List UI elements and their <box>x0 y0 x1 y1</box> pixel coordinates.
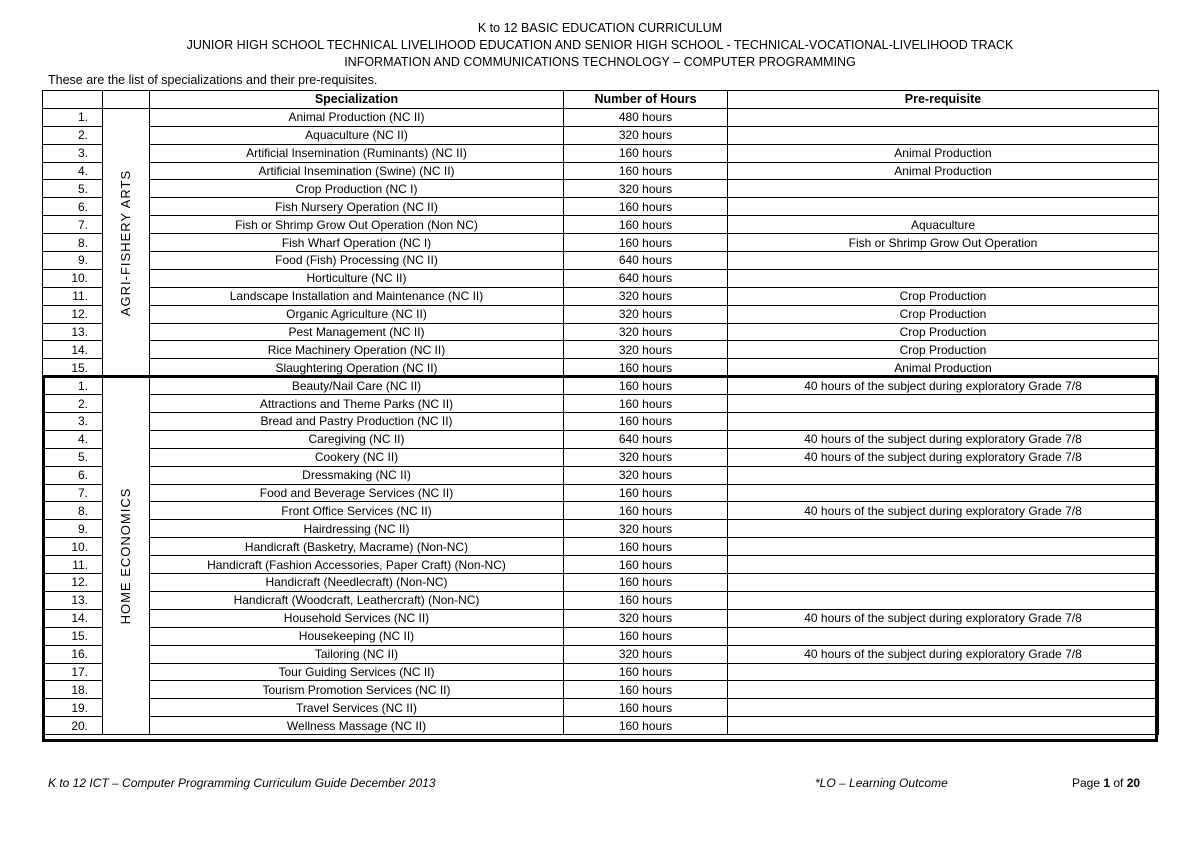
row-number: 5. <box>43 180 103 198</box>
table-row <box>43 377 1159 395</box>
prerequisite <box>728 395 1159 413</box>
specialization: Dressmaking (NC II) <box>150 466 564 484</box>
prerequisite <box>728 574 1159 592</box>
header-specialization: Specialization <box>150 91 564 109</box>
prerequisite <box>728 591 1159 609</box>
row-number: 11. <box>43 556 103 574</box>
table-row <box>43 395 1159 413</box>
table-row <box>43 287 1159 305</box>
row-number: 8. <box>43 234 103 252</box>
hours: 160 hours <box>564 699 728 717</box>
prerequisite: Animal Production <box>728 359 1159 377</box>
table-row <box>43 663 1159 681</box>
row-number: 12. <box>43 574 103 592</box>
prerequisite: Crop Production <box>728 341 1159 359</box>
specialization: Fish Nursery Operation (NC II) <box>150 198 564 216</box>
table-row <box>43 323 1159 341</box>
specialization: Food and Beverage Services (NC II) <box>150 484 564 502</box>
row-number: 4. <box>43 430 103 448</box>
specialization: Hairdressing (NC II) <box>150 520 564 538</box>
specialization: Wellness Massage (NC II) <box>150 717 564 735</box>
table-row <box>43 216 1159 234</box>
hours: 160 hours <box>564 216 728 234</box>
table-row <box>43 198 1159 216</box>
specialization: Pest Management (NC II) <box>150 323 564 341</box>
table-row <box>43 108 1159 126</box>
specialization: Caregiving (NC II) <box>150 430 564 448</box>
intro-text: These are the list of specializations and their pre-requisites. <box>48 73 378 87</box>
hours: 160 hours <box>564 627 728 645</box>
table-row <box>43 413 1159 431</box>
hours: 160 hours <box>564 556 728 574</box>
table-row <box>43 234 1159 252</box>
row-number: 13. <box>43 591 103 609</box>
row-number: 11. <box>43 287 103 305</box>
row-number: 9. <box>43 520 103 538</box>
hours: 320 hours <box>564 323 728 341</box>
group-label-cell <box>103 108 150 376</box>
row-number: 3. <box>43 144 103 162</box>
table-row <box>43 645 1159 663</box>
table-row <box>43 484 1159 502</box>
hours: 320 hours <box>564 305 728 323</box>
row-number: 15. <box>43 359 103 377</box>
prerequisite <box>728 520 1159 538</box>
hours: 320 hours <box>564 645 728 663</box>
hours: 160 hours <box>564 717 728 735</box>
table-header-row <box>43 91 1159 109</box>
specialization: Household Services (NC II) <box>150 609 564 627</box>
row-number: 17. <box>43 663 103 681</box>
prerequisite: Animal Production <box>728 144 1159 162</box>
specialization: Bread and Pastry Production (NC II) <box>150 413 564 431</box>
specialization: Animal Production (NC II) <box>150 108 564 126</box>
header-subtitle: JUNIOR HIGH SCHOOL TECHNICAL LIVELIHOOD EDUCATION AND SENIOR HIGH SCHOOL - TECHNICAL-VOCATIONAL-LIVELIHOOD TRACK <box>186 38 1014 52</box>
prerequisite <box>728 556 1159 574</box>
header-prerequisite: Pre-requisite <box>728 91 1159 109</box>
group-label: HOME ECONOMICS <box>118 487 133 625</box>
specialization: Cookery (NC II) <box>150 448 564 466</box>
prerequisite <box>728 180 1159 198</box>
hours: 160 hours <box>564 144 728 162</box>
specialization: Handicraft (Needlecraft) (Non-NC) <box>150 574 564 592</box>
header-program: INFORMATION AND COMMUNICATIONS TECHNOLOGY – COMPUTER PROGRAMMING <box>344 55 856 69</box>
hours: 160 hours <box>564 413 728 431</box>
row-number: 19. <box>43 699 103 717</box>
row-number: 3. <box>43 413 103 431</box>
specialization: Crop Production (NC I) <box>150 180 564 198</box>
prerequisite: 40 hours of the subject during exploratory Grade 7/8 <box>728 377 1159 395</box>
prerequisite <box>728 126 1159 144</box>
hours: 320 hours <box>564 180 728 198</box>
hours: 640 hours <box>564 430 728 448</box>
row-number: 10. <box>43 269 103 287</box>
specialization: Tour Guiding Services (NC II) <box>150 663 564 681</box>
hours: 160 hours <box>564 234 728 252</box>
specialization: Housekeeping (NC II) <box>150 627 564 645</box>
hours: 640 hours <box>564 269 728 287</box>
prerequisite: Animal Production <box>728 162 1159 180</box>
row-number: 5. <box>43 448 103 466</box>
hours: 160 hours <box>564 681 728 699</box>
hours: 160 hours <box>564 359 728 377</box>
row-number: 12. <box>43 305 103 323</box>
prerequisite <box>728 413 1159 431</box>
hours: 160 hours <box>564 484 728 502</box>
row-number: 6. <box>43 466 103 484</box>
table-body <box>43 108 1159 734</box>
document-header <box>0 20 1200 71</box>
table-row <box>43 341 1159 359</box>
prerequisite <box>728 699 1159 717</box>
table-row <box>43 538 1159 556</box>
specialization: Artificial Insemination (Ruminants) (NC II) <box>150 144 564 162</box>
table-row <box>43 359 1159 377</box>
specialization: Front Office Services (NC II) <box>150 502 564 520</box>
table-row <box>43 466 1159 484</box>
table-row <box>43 591 1159 609</box>
prerequisite <box>728 681 1159 699</box>
row-number: 4. <box>43 162 103 180</box>
hours: 320 hours <box>564 287 728 305</box>
specialization: Landscape Installation and Maintenance (NC II) <box>150 287 564 305</box>
table-row <box>43 699 1159 717</box>
table-row <box>43 252 1159 270</box>
prerequisite <box>728 717 1159 735</box>
hours: 320 hours <box>564 520 728 538</box>
specialization: Food (Fish) Processing (NC II) <box>150 252 564 270</box>
hours: 160 hours <box>564 377 728 395</box>
hours: 320 hours <box>564 609 728 627</box>
hours: 480 hours <box>564 108 728 126</box>
table-row <box>43 574 1159 592</box>
row-number: 2. <box>43 126 103 144</box>
prerequisite: 40 hours of the subject during exploratory Grade 7/8 <box>728 448 1159 466</box>
hours: 160 hours <box>564 663 728 681</box>
row-number: 8. <box>43 502 103 520</box>
specialization: Fish or Shrimp Grow Out Operation (Non NC) <box>150 216 564 234</box>
prerequisite <box>728 108 1159 126</box>
specialization: Attractions and Theme Parks (NC II) <box>150 395 564 413</box>
row-number: 15. <box>43 627 103 645</box>
prerequisite <box>728 627 1159 645</box>
row-number: 18. <box>43 681 103 699</box>
specialization: Rice Machinery Operation (NC II) <box>150 341 564 359</box>
table-row <box>43 502 1159 520</box>
header-hours: Number of Hours <box>564 91 728 109</box>
group-label-cell <box>103 377 150 735</box>
hours: 320 hours <box>564 341 728 359</box>
row-number: 14. <box>43 341 103 359</box>
hours: 320 hours <box>564 448 728 466</box>
table-row <box>43 681 1159 699</box>
prerequisite: Aquaculture <box>728 216 1159 234</box>
hours: 160 hours <box>564 502 728 520</box>
row-number: 13. <box>43 323 103 341</box>
prerequisite <box>728 484 1159 502</box>
table-row <box>43 180 1159 198</box>
hours: 160 hours <box>564 395 728 413</box>
prerequisite: 40 hours of the subject during exploratory Grade 7/8 <box>728 502 1159 520</box>
group-label: AGRI-FISHERY ARTS <box>118 169 133 316</box>
prerequisite: 40 hours of the subject during exploratory Grade 7/8 <box>728 609 1159 627</box>
prerequisite: 40 hours of the subject during exploratory Grade 7/8 <box>728 430 1159 448</box>
footer-guide-title: K to 12 ICT – Computer Programming Curriculum Guide December 2013 <box>48 776 436 790</box>
row-number: 7. <box>43 484 103 502</box>
hours: 160 hours <box>564 574 728 592</box>
prerequisite <box>728 466 1159 484</box>
specialization: Tailoring (NC II) <box>150 645 564 663</box>
specialization: Tourism Promotion Services (NC II) <box>150 681 564 699</box>
table-row <box>43 448 1159 466</box>
hours: 160 hours <box>564 162 728 180</box>
header-group <box>103 91 150 109</box>
table-row <box>43 430 1159 448</box>
hours: 160 hours <box>564 538 728 556</box>
row-number: 20. <box>43 717 103 735</box>
specialization: Fish Wharf Operation (NC I) <box>150 234 564 252</box>
specialization-table <box>42 90 1159 735</box>
table-row <box>43 162 1159 180</box>
hours: 160 hours <box>564 591 728 609</box>
row-number: 1. <box>43 377 103 395</box>
prerequisite <box>728 538 1159 556</box>
specialization: Artificial Insemination (Swine) (NC II) <box>150 162 564 180</box>
footer-lo-note: *LO – Learning Outcome <box>815 776 948 790</box>
hours: 160 hours <box>564 198 728 216</box>
specialization: Horticulture (NC II) <box>150 269 564 287</box>
row-number: 16. <box>43 645 103 663</box>
table-row <box>43 627 1159 645</box>
specialization: Travel Services (NC II) <box>150 699 564 717</box>
prerequisite: 40 hours of the subject during exploratory Grade 7/8 <box>728 645 1159 663</box>
table-row <box>43 609 1159 627</box>
row-number: 7. <box>43 216 103 234</box>
hours: 320 hours <box>564 126 728 144</box>
table-row <box>43 520 1159 538</box>
prerequisite <box>728 252 1159 270</box>
row-number: 1. <box>43 108 103 126</box>
header-number <box>43 91 103 109</box>
row-number: 10. <box>43 538 103 556</box>
specialization: Slaughtering Operation (NC II) <box>150 359 564 377</box>
hours: 320 hours <box>564 466 728 484</box>
row-number: 2. <box>43 395 103 413</box>
footer-page-number: Page 1 of 20 <box>1072 776 1141 790</box>
row-number: 6. <box>43 198 103 216</box>
specialization: Handicraft (Fashion Accessories, Paper Craft) (Non-NC) <box>150 556 564 574</box>
table-row <box>43 126 1159 144</box>
prerequisite <box>728 269 1159 287</box>
specialization: Aquaculture (NC II) <box>150 126 564 144</box>
table-row <box>43 144 1159 162</box>
row-number: 9. <box>43 252 103 270</box>
specialization: Handicraft (Basketry, Macrame) (Non-NC) <box>150 538 564 556</box>
specialization: Organic Agriculture (NC II) <box>150 305 564 323</box>
table-row <box>43 556 1159 574</box>
hours: 640 hours <box>564 252 728 270</box>
prerequisite: Crop Production <box>728 287 1159 305</box>
prerequisite: Fish or Shrimp Grow Out Operation <box>728 234 1159 252</box>
prerequisite <box>728 663 1159 681</box>
prerequisite: Crop Production <box>728 305 1159 323</box>
table-row <box>43 305 1159 323</box>
prerequisite: Crop Production <box>728 323 1159 341</box>
specialization: Beauty/Nail Care (NC II) <box>150 377 564 395</box>
specialization: Handicraft (Woodcraft, Leathercraft) (Non-NC) <box>150 591 564 609</box>
table-row <box>43 269 1159 287</box>
table-row <box>43 717 1159 735</box>
row-number: 14. <box>43 609 103 627</box>
prerequisite <box>728 198 1159 216</box>
header-title: K to 12 BASIC EDUCATION CURRICULUM <box>477 21 723 35</box>
